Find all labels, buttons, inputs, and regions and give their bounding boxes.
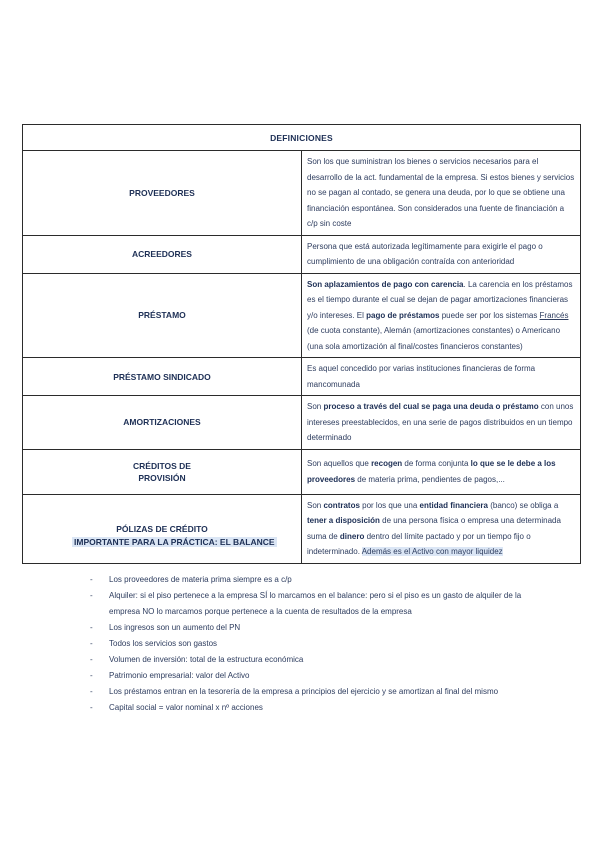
table-row [23,151,581,236]
list-item [90,572,530,588]
list-item [90,588,530,619]
definition-underlined: Francés [539,310,569,320]
dash-bullet-icon: - [90,702,93,712]
definition-text: de una persona física o empresa una determinada suma de [307,516,561,541]
table-header-row [23,125,581,151]
table-row [23,449,581,494]
table-row [23,358,581,396]
note-text: Los préstamos entran en la tesorería de la empresa a principios del ejercicio y se amortizan al final del mismo [109,686,499,696]
dash-bullet-icon: - [90,622,93,632]
table-row [23,235,581,273]
term-prestamo: PRÉSTAMO [23,273,302,358]
note-text: Los proveedores de materia prima siempre es a c/p [109,575,292,584]
definition-creditos-provision [302,449,581,494]
definitions-table [22,124,581,564]
definition-text: de forma conjunta [402,459,471,468]
table-row [23,273,581,358]
term-line: CRÉDITOS DE [133,460,191,471]
dash-bullet-icon: - [90,670,93,680]
note-text: Alquiler: si el piso pertenece a la empresa SÍ lo marcamos en el balance: pero si el piso es un gasto de alquiler de la empresa NO lo marcamos porque pertenece a la cuenta de resultados de la empresa [109,591,522,616]
definition-text: Son aquellos que [307,459,372,468]
definition-acreedores: Persona que está autorizada legítimamente para exigirle el pago o cumplimiento de una obligación contraída con anterioridad [302,235,581,273]
definition-bold: recogen [371,459,403,468]
definition-text: . La carencia en los préstamos es el tiempo durante el cual se dejan de pagar amortizaciones financieras y/o intereses. El [307,279,573,320]
definition-bold: proceso a través del cual se paga una deuda o préstamo [323,402,539,411]
definition-text: por los que una [359,500,420,510]
definition-text: de materia prima, pendientes de pagos,... [355,474,505,484]
table-row [23,396,581,450]
definition-amortizaciones [302,396,581,450]
term-creditos-provision [23,449,302,494]
definition-bold: entidad financiera [419,500,488,510]
term-line: PROVISIÓN [138,472,186,483]
definition-prestamo [302,273,581,358]
definition-polizas-credito [302,494,581,563]
note-text: Capital social = valor nominal x nº acciones [109,702,263,712]
notes-list [90,572,530,716]
note-text: Los ingresos son un aumento del PN [109,622,241,632]
definition-text: (de cuota constante), Alemán (amortizaciones constantes) o Americano (una sola amortización al final/costes financieros constantes) [307,326,561,351]
dash-bullet-icon: - [90,591,93,600]
term-amortizaciones: AMORTIZACIONES [23,396,302,450]
dash-bullet-icon: - [90,575,93,584]
dash-bullet-icon: - [90,654,93,664]
definition-bold: tener a disposición [307,516,380,525]
definition-bold: lo que se le debe a los proveedores [307,459,556,484]
definition-bold: dinero [339,531,365,541]
highlighted-text: Además es el Activo con mayor liquidez [361,547,503,556]
dash-bullet-icon: - [90,638,93,648]
list-item [90,700,530,716]
definition-proveedores: Son los que suministran los bienes o servicios necesarios para el desarrollo de la act. fundamental de la empresa. Si estos bienes y servicios no se pagan al contado, se genera una deuda, por lo que se obtiene una financiación espontánea. Son considerados una fuente de financiación a c/p sin coste [302,151,581,236]
definition-text: puede ser por los sistemas [439,310,540,320]
list-item [90,652,530,668]
definition-bold: Son aplazamientos de pago con carencia [307,279,464,289]
term-prestamo-sindicado: PRÉSTAMO SINDICADO [23,358,302,396]
section-title: IMPORTANTE PARA LA PRÁCTICA: EL BALANCE [74,537,275,547]
list-item [90,684,530,700]
term-acreedores: ACREEDORES [23,235,302,273]
definition-text: Son [307,402,324,411]
table-row [23,494,581,563]
definition-prestamo-sindicado: Es aquel concedido por varias instituciones financieras de forma mancomunada [302,358,581,396]
definition-text: con unos intereses preestablecidos, en una serie de pagos distribuidos en un tiempo determinado [307,402,574,442]
dash-bullet-icon: - [90,686,93,696]
list-item [90,636,530,652]
list-item [90,620,530,636]
definition-text: dentro del límite pactado y por un tiempo fijo o indeterminado. [307,531,531,556]
definition-text: Son [307,500,324,510]
term-proveedores: PROVEEDORES [23,151,302,236]
note-text: Volumen de inversión: total de la estructura económica [109,654,304,664]
list-item [90,668,530,684]
definition-bold: contratos [323,500,360,510]
note-text: Todos los servicios son gastos [109,638,218,648]
table-title: DEFINICIONES [23,125,581,151]
definition-text: (banco) se obliga a [488,500,559,510]
term-polizas-credito: PÓLIZAS DE CRÉDITO [23,494,302,563]
definition-bold: pago de préstamos [366,310,440,320]
note-text: Patrimonio empresarial: valor del Activo [109,670,250,680]
